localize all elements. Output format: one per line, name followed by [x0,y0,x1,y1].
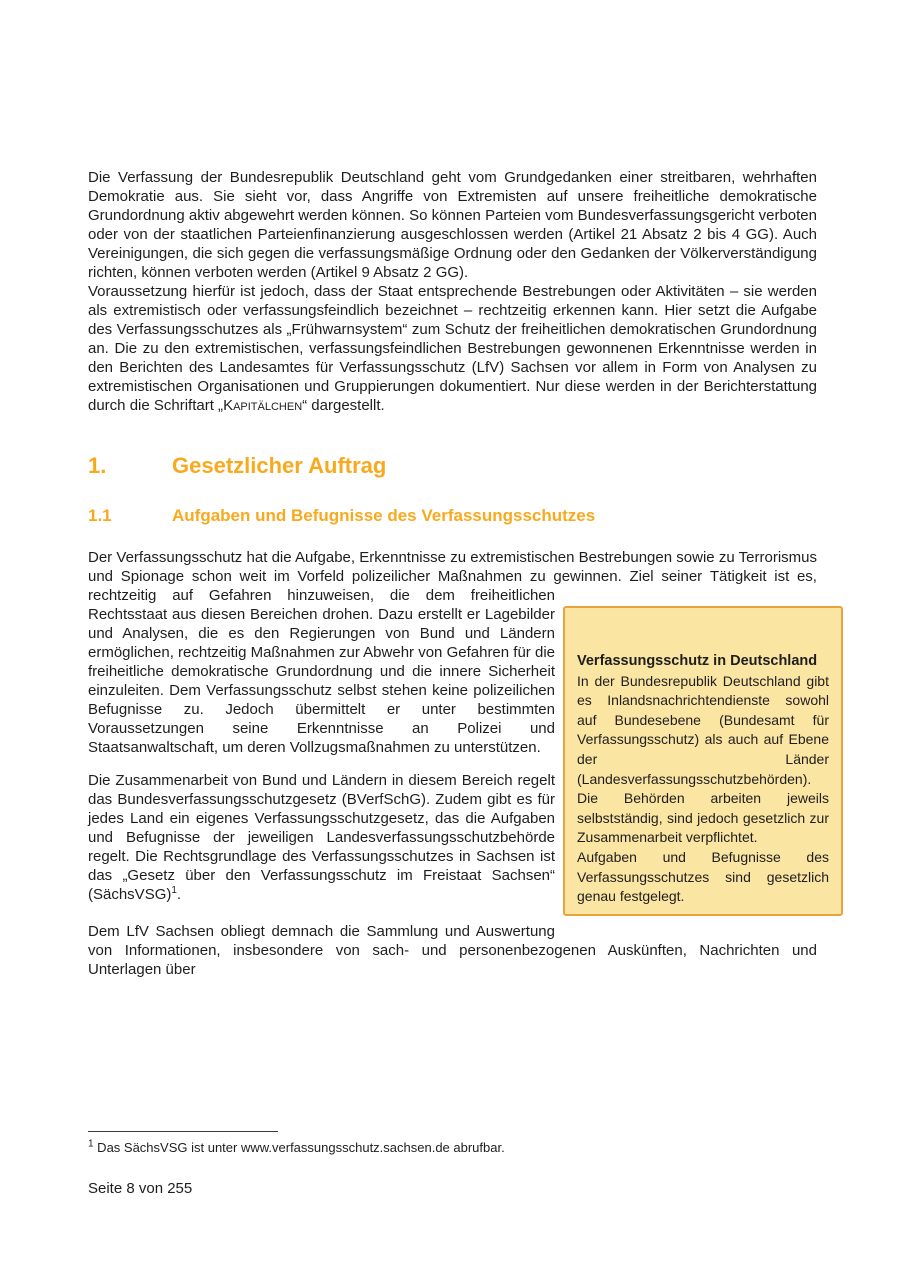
document-page [88,0,829,979]
intro-paragraph-1-text: Die Verfassung der Bundesrepublik Deutschland geht vom Grundgedanken einer streitbaren, wehrhaften Demokratie aus. Sie sieht vor, dass Angriffe von Extremisten auf unsere freiheitliche demokratische Grundordnung aktiv abgewehrt werden können. So können Parteien vom Bundesverfassungsgericht verboten oder von der staatlichen Parteienfinanzierung ausgeschlossen werden (Artikel 21 Absatz 2 bis 4 GG). Auch Vereinigungen, die sich gegen die verfassungsmäßige Ordnung oder den Gedanken der Völkerverständigung richten, können verboten werden (Artikel 9 Absatz 2 GG). [88,169,817,281]
info-box-paragraph-2: Aufgaben und Befugnisse des Verfassungsschutzes sind gesetzlich genau festgelegt. [577,848,829,905]
footnote [88,1139,817,1156]
page-number-label: Seite 8 von 255 [88,1180,193,1197]
footnote-separator-rule [88,1131,278,1132]
footnote-area [88,1131,817,1156]
page-number-footer [88,1179,192,1198]
smallcaps-term: Kapitälchen [223,397,303,414]
body-paragraph-3 [88,922,817,979]
info-box-paragraph-1: In der Bundesrepublik Deutschland gibt es Inlandsnachrichtendienste sowohl auf Bundesebene (Bundesamt für Verfassungsschutz) als auch auf Ebene der Länder (Landesverfassungsschutzbehörden). Die Behörden arbeiten jeweils selbstständig, sind jedoch gesetzlich zur Zusammenarbeit verpflichtet. [577,672,829,846]
intro-paragraph-2-text: Voraussetzung hierfür ist jedoch, dass der Staat entsprechende Bestrebungen oder Aktivitäten – sie werden als extremistisch oder verfassungsfeindlich bezeichnet – rechtzeitig erkennen kann. Hier setzt die Aufgabe des Verfassungsschutzes als „Frühwarnsystem“ zum Schutz der freiheitlichen demokratischen Grundordnung an. Die zu den extremistischen, verfassungsfeindlichen Bestrebungen gewonnenen Erkenntnisse werden in den Berichten des Landesamtes für Verfassungsschutz (LfV) Sachsen vor allem in Form von Analysen zu extremistischen Organisationen und Gruppierungen dokumentiert. Nur diese werden in der Berichterstattung durch die Schriftart „ [88,283,817,414]
intro-section [88,168,817,415]
footnote-text: Das SächsVSG ist unter www.verfassungsschutz.sachsen.de abrufbar. [93,1140,505,1155]
body-paragraph-2-text: Die Zusammenarbeit von Bund und Ländern in diesem Bereich regelt das Bundesverfassungsschutzgesetz (BVerfSchG). Zudem gibt es für jedes Land ein eigenes Verfassungsschutzgesetz, das die Aufgaben und Befugnisse der jeweiligen Landesverfassungsschutzbehörde regelt. Die Rechtsgrundlage des Verfassungsschutzes in Sachsen ist das „Gesetz über den Verfassungsschutz im Freistaat Sachsen“ (SächsVSG) [88,772,555,903]
section-title: Gesetzlicher Auftrag [172,453,387,478]
footnote-reference: 1 [171,885,177,896]
body-paragraph-1-part2: Tätigkeit ist es, rechtzeitig auf Gefahren hinzuweisen, die dem freiheitlichen Rechtsstaat aus diesen Bereichen drohen. Dazu erstellt er Lagebilder und Analysen, die es den Regierungen von Bund und Ländern ermöglichen, rechtzeitig Maßnahmen zur Abwehr von Gefahren für die freiheitliche demokratische Grundordnung und die innere Sicherheit einzuleiten. Dem Verfassungsschutz selbst stehen keine polizeilichen Befugnisse zu. Jedoch übermittelt er unter bestimmten Voraussetzungen seine Erkenntnisse an Polizei und Staatsanwaltschaft, um deren Vollzugsmaßnahmen zu unterstützen. [88,568,817,756]
section-number: 1. [88,453,107,478]
body-paragraph-2-end: . [176,886,182,903]
body-paragraph-3-text: Dem LfV Sachsen obliegt demnach die Sammlung und Auswertung von Informationen, insbesondere von sach- und personenbezogenen Auskünften, Nachrichten und Unterlagen über [88,923,817,978]
section-heading-1-1 [88,505,817,526]
footnote-marker: 1 [88,1138,94,1150]
section-heading-1 [88,453,817,479]
intro-paragraph-2 [88,282,817,415]
body-paragraph-1-part1: Der Verfassungsschutz hat die Aufgabe, Erkenntnisse zu extremistischen Bestrebungen sowie zu Terrorismus und Spionage schon weit im Vorfeld polizeilicher Maßnahmen zu gewinnen. Ziel seiner [88,549,817,585]
intro-paragraph-2-tail: “ dargestellt. [302,397,385,414]
info-box [563,606,843,916]
subsection-number: 1.1 [88,506,112,525]
info-box-title: Verfassungsschutz in Deutschland [577,653,818,669]
intro-paragraph-1 [88,168,817,282]
subsection-title: Aufgaben und Befugnisse des Verfassungsschutzes [172,506,596,525]
